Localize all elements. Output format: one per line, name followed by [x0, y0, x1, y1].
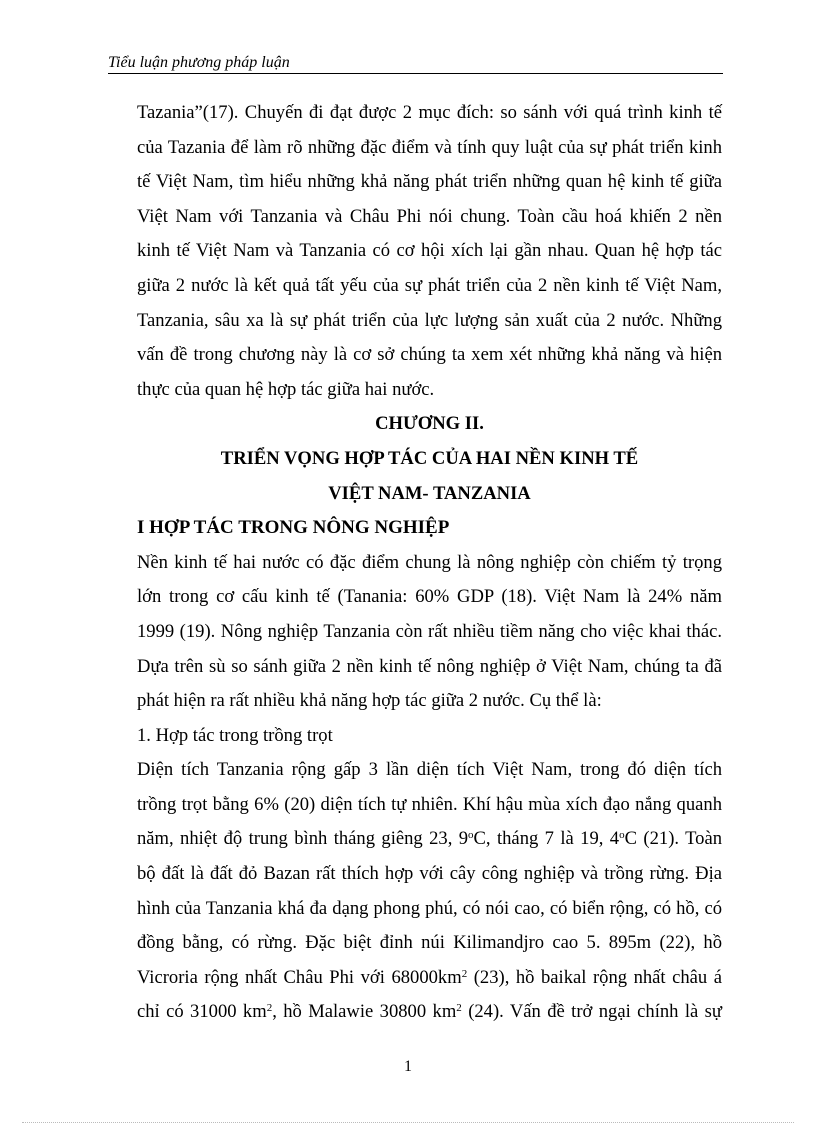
text-line: bộ đất là đất đỏ Bazan rất thích hợp với cây công nghiệp và trồng rừng. Địa [137, 863, 722, 885]
text-line: hình của Tanzania khá đa dạng phong phú, có nói cao, có biển rộng, có hồ, có [137, 897, 722, 919]
text-segment: , hồ Malawie 30800 km [272, 1001, 457, 1023]
text-line-temperature [137, 822, 722, 857]
degree-sign: o [468, 829, 474, 842]
text-line: lớn trong cơ cấu kinh tế (Tanania: 60% GDP (18). Việt Nam là 24% năm [137, 586, 722, 608]
text-line: thực của quan hệ hợp tác giữa hai nước. [137, 378, 435, 400]
page-body [137, 96, 722, 1030]
chapter-title-line1: TRIỂN VỌNG HỢP TÁC CỦA HAI NỀN KINH TẾ [220, 447, 639, 469]
paragraph-cultivation [137, 753, 722, 1030]
degree-sign: o [619, 829, 625, 842]
text-line: đồng bằng, có rừng. Đặc biệt đỉnh núi Kilimandjro cao 5. 895m (22), hồ [137, 932, 722, 954]
text-line: tế Việt Nam, tìm hiểu những khả năng phát triển những quan hệ kinh tế giữa [137, 171, 722, 193]
text-segment: chỉ có 31000 km [137, 1001, 267, 1023]
page-number: 1 [404, 1058, 412, 1075]
text-line-lake-victoria [137, 961, 722, 996]
text-segment: (23), hồ baikal rộng nhất châu á [467, 966, 723, 988]
text-line: giữa 2 nước là kết quả tất yếu của sự phát triển của 2 nền kinh tế Việt Nam, [137, 274, 722, 296]
header-rule [108, 73, 723, 74]
chapter-number: CHƯƠNG II. [375, 413, 484, 435]
text-segment: Vicroria rộng nhất Châu Phi với 68000km [137, 966, 462, 988]
section-heading: I HỢP TÁC TRONG NÔNG NGHIỆP [137, 517, 450, 539]
text-line: phát hiện ra rất nhiều khả năng hợp tác giữa 2 nước. Cụ thể là: [137, 690, 602, 712]
text-line: Việt Nam với Tanzania và Châu Phi nói chung. Toàn cầu hoá khiến 2 nền [137, 205, 722, 227]
paragraph-agriculture [137, 546, 722, 719]
text-line: Tazania”(17). Chuyến đi đạt được 2 mục đích: so sánh với quá trình kinh tế [137, 102, 722, 123]
text-segment: năm, nhiệt độ trung bình tháng giêng 23, 9 [137, 828, 469, 850]
text-segment: C (21). Toàn [624, 828, 722, 850]
text-segment: (24). Vấn đề trở ngại chính là sự [461, 1001, 722, 1023]
text-line: Nền kinh tế hai nước có đặc điểm chung là nông nghiệp còn chiếm tỷ trọng [137, 551, 722, 573]
text-line: 1999 (19). Nông nghiệp Tanzania còn rất nhiều tiềm năng cho việc khai thác. [137, 620, 722, 642]
superscript: 2 [456, 1002, 462, 1015]
text-line: Tanzania, sâu xa là sự phát triển của lực lượng sản xuất của 2 nước. Những [137, 309, 722, 331]
superscript: 2 [461, 967, 468, 980]
text-line-lake-malawi [137, 995, 722, 1030]
superscript: 2 [266, 1002, 273, 1015]
chapter-title-line2: VIỆT NAM- TANZANIA [328, 482, 531, 504]
text-line: của Tazania để làm rõ những đặc điểm và tính quy luật của sự phát triển kinh [137, 136, 722, 158]
text-segment: C, tháng 7 là 19, 4 [473, 828, 620, 850]
text-line: Dựa trên sù so sánh giữa 2 nền kinh tế nông nghiệp ở Việt Nam, chúng ta đã [137, 655, 722, 677]
text-line: vấn đề trong chương này là cơ sở chúng ta xem xét những khả năng và hiện [137, 344, 722, 366]
text-line: kinh tế Việt Nam và Tanzania có cơ hội xích lại gần nhau. Quan hệ hợp tác [137, 240, 722, 262]
text-line: trồng trọt bằng 6% (20) diện tích tự nhiên. Khí hậu mùa xích đạo nắng quanh [137, 793, 722, 815]
subsection-heading: 1. Hợp tác trong trồng trọt [137, 724, 333, 746]
running-header: Tiểu luận phương pháp luận [108, 54, 290, 71]
paragraph-intro [137, 96, 722, 407]
text-line: Diện tích Tanzania rộng gấp 3 lần diện tích Việt Nam, trong đó diện tích [137, 759, 722, 781]
